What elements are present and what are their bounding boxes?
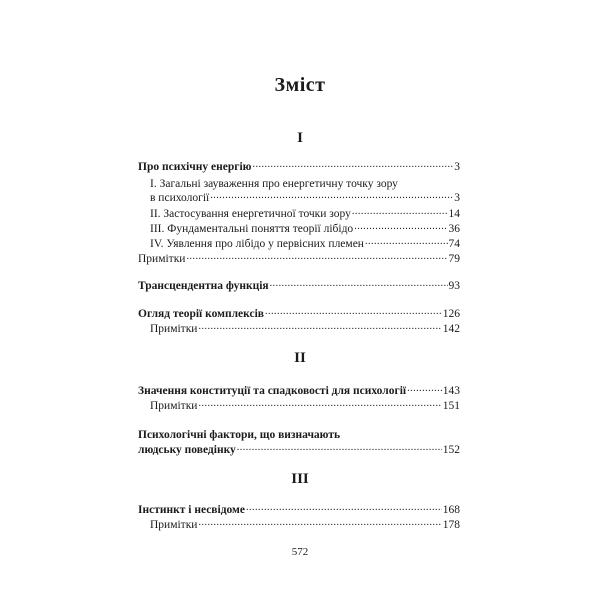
toc-entry	[138, 384, 460, 398]
toc-entry	[138, 279, 460, 293]
toc-entry-page: 14	[448, 208, 460, 220]
toc-entry-label: Огляд теорії комплексів	[138, 308, 264, 320]
toc-entry	[138, 160, 460, 174]
toc-entry-label: IV. Уявлення про лібідо у первісних племен	[150, 238, 364, 250]
page-number: 572	[291, 546, 309, 558]
toc-entry-page: 3	[454, 192, 460, 204]
dot-leader	[407, 384, 442, 394]
toc-entry	[150, 399, 460, 413]
toc-entry	[138, 503, 460, 517]
toc-entry-page: 143	[442, 385, 460, 397]
page-title: Зміст	[274, 74, 326, 96]
dot-leader	[270, 279, 448, 289]
dot-leader	[352, 207, 448, 217]
toc-entry	[150, 191, 460, 205]
toc-entry	[138, 252, 460, 266]
dot-leader	[210, 191, 453, 201]
toc-entry-label: в психології	[150, 192, 210, 204]
toc-entry	[138, 307, 460, 321]
toc-entry	[138, 443, 460, 457]
toc-entry-label: Трансцендентна функція	[138, 280, 269, 292]
toc-entry	[150, 222, 460, 236]
section-number-3: III	[291, 471, 309, 487]
toc-entry-page: 168	[442, 504, 460, 516]
toc-entry-page: 3	[454, 161, 460, 173]
toc-entry	[150, 207, 460, 221]
section-number-2: II	[294, 350, 306, 366]
toc-entry-page: 126	[442, 308, 460, 320]
dot-leader	[198, 518, 441, 528]
toc-entry-page: 178	[442, 519, 460, 531]
toc-entry-label: Про психічну енергію	[138, 161, 252, 173]
toc-entry-label: II. Застосування енергетичної точки зору	[150, 208, 351, 220]
toc-entry-label: Примітки	[150, 400, 198, 412]
toc-entry-page: 74	[448, 238, 460, 250]
dot-leader	[237, 443, 442, 453]
dot-leader	[186, 252, 447, 262]
toc-entry-page: 93	[448, 280, 460, 292]
toc-entry-page: 152	[442, 444, 460, 456]
section-number-1: I	[297, 130, 303, 146]
dot-leader	[198, 399, 441, 409]
toc-entry-label: Примітки	[150, 323, 198, 335]
toc-entry	[150, 322, 460, 336]
dot-leader	[198, 322, 441, 332]
toc-entry-label: Примітки	[150, 519, 198, 531]
dot-leader	[265, 307, 442, 317]
toc-entry	[150, 518, 460, 532]
toc-entry-page: 79	[448, 253, 460, 265]
toc-entry-label-line1: Психологічні фактори, що визначають	[138, 429, 341, 441]
toc-entry-page: 142	[442, 323, 460, 335]
toc-entry-label-line1: I. Загальні зауваження про енергетичну точку зору	[150, 178, 398, 190]
toc-entry-label: Примітки	[138, 253, 186, 265]
toc-entry	[150, 237, 460, 251]
toc-entry-label: людську поведінку	[138, 444, 236, 456]
dot-leader	[354, 222, 447, 232]
toc-entry-page: 36	[448, 223, 460, 235]
toc-entry-label: III. Фундаментальні поняття теорії лібідо	[150, 223, 354, 235]
toc-entry-label: Значення конституції та спадковості для психології	[138, 385, 407, 397]
toc-entry-page: 151	[442, 400, 460, 412]
toc-entry-label: Інстинкт і несвідоме	[138, 504, 245, 516]
dot-leader	[252, 160, 453, 170]
dot-leader	[365, 237, 448, 247]
dot-leader	[246, 503, 442, 513]
